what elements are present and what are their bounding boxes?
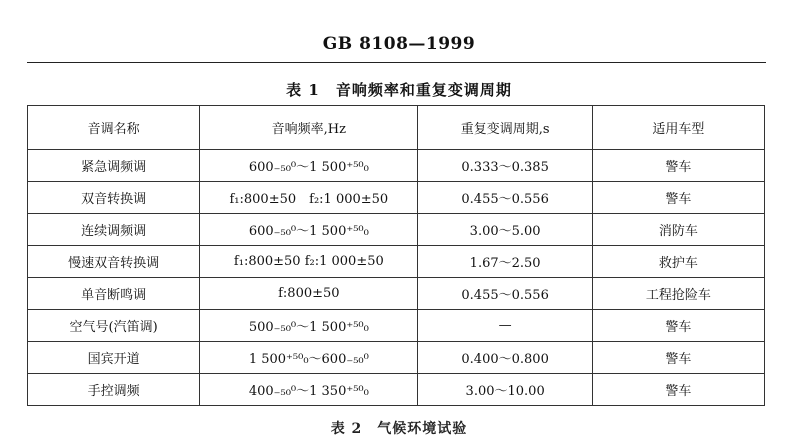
cell-frequency: 400₋₅₀⁰～1 350⁺⁵⁰₀ (200, 374, 418, 406)
cell-vehicle-type: 警车 (592, 150, 764, 182)
cell-tone-name: 慢速双音转换调 (28, 246, 200, 278)
column-header-period: 重复变调周期,s (418, 106, 592, 150)
column-header-frequency: 音响频率,Hz (200, 106, 418, 150)
cell-period: 0.455～0.556 (418, 182, 592, 214)
cell-vehicle-type: 警车 (592, 374, 764, 406)
table-row (28, 310, 765, 342)
cell-tone-name: 双音转换调 (28, 182, 200, 214)
table-caption: 表 1 音响频率和重复变调周期 (286, 81, 512, 99)
cell-vehicle-type: 警车 (592, 342, 764, 374)
cell-period: 0.333～0.385 (418, 150, 592, 182)
table-row (28, 374, 765, 406)
cell-frequency: 600₋₅₀⁰～1 500⁺⁵⁰₀ (200, 214, 418, 246)
table-row (28, 214, 765, 246)
table-row (28, 278, 765, 310)
cell-tone-name: 单音断鸣调 (28, 278, 200, 310)
column-header-vehicle-type: 适用车型 (592, 106, 764, 150)
cell-period: 0.455～0.556 (418, 278, 592, 310)
cell-tone-name: 国宾开道 (28, 342, 200, 374)
cell-tone-name: 手控调频 (28, 374, 200, 406)
column-header-tone-name: 音调名称 (28, 106, 200, 150)
cell-tone-name: 空气号(汽笛调) (28, 310, 200, 342)
cell-period: 3.00～5.00 (418, 214, 592, 246)
cell-vehicle-type: 救护车 (592, 246, 764, 278)
cell-frequency: 500₋₅₀⁰～1 500⁺⁵⁰₀ (200, 310, 418, 342)
cell-period: 1.67～2.50 (418, 246, 592, 278)
table-header-row (28, 106, 765, 150)
next-table-caption: 表 2 气候环境试验 (330, 421, 468, 437)
cell-frequency: 1 500⁺⁵⁰₀～600₋₅₀⁰ (200, 342, 418, 374)
cell-frequency: f₁:800±50 f₂:1 000±50 (200, 182, 418, 214)
cell-frequency: 600₋₅₀⁰～1 500⁺⁵⁰₀ (200, 150, 418, 182)
standard-code: GB 8108—1999 (322, 34, 476, 54)
cell-tone-name: 连续调频调 (28, 214, 200, 246)
cell-vehicle-type: 警车 (592, 182, 764, 214)
cell-tone-name: 紧急调频调 (28, 150, 200, 182)
table-row (28, 182, 765, 214)
cell-period: — (418, 310, 592, 342)
cell-frequency: f₁:800±50 f₂:1 000±50 (200, 246, 418, 278)
cell-period: 3.00～10.00 (418, 374, 592, 406)
table-row (28, 342, 765, 374)
cell-vehicle-type: 工程抢险车 (592, 278, 764, 310)
cell-vehicle-type: 警车 (592, 310, 764, 342)
frequency-table (27, 105, 765, 406)
table-row (28, 150, 765, 182)
table-row (28, 246, 765, 278)
cell-vehicle-type: 消防车 (592, 214, 764, 246)
cell-period: 0.400～0.800 (418, 342, 592, 374)
header-rule (27, 62, 766, 63)
cell-frequency: f:800±50 (200, 278, 418, 310)
